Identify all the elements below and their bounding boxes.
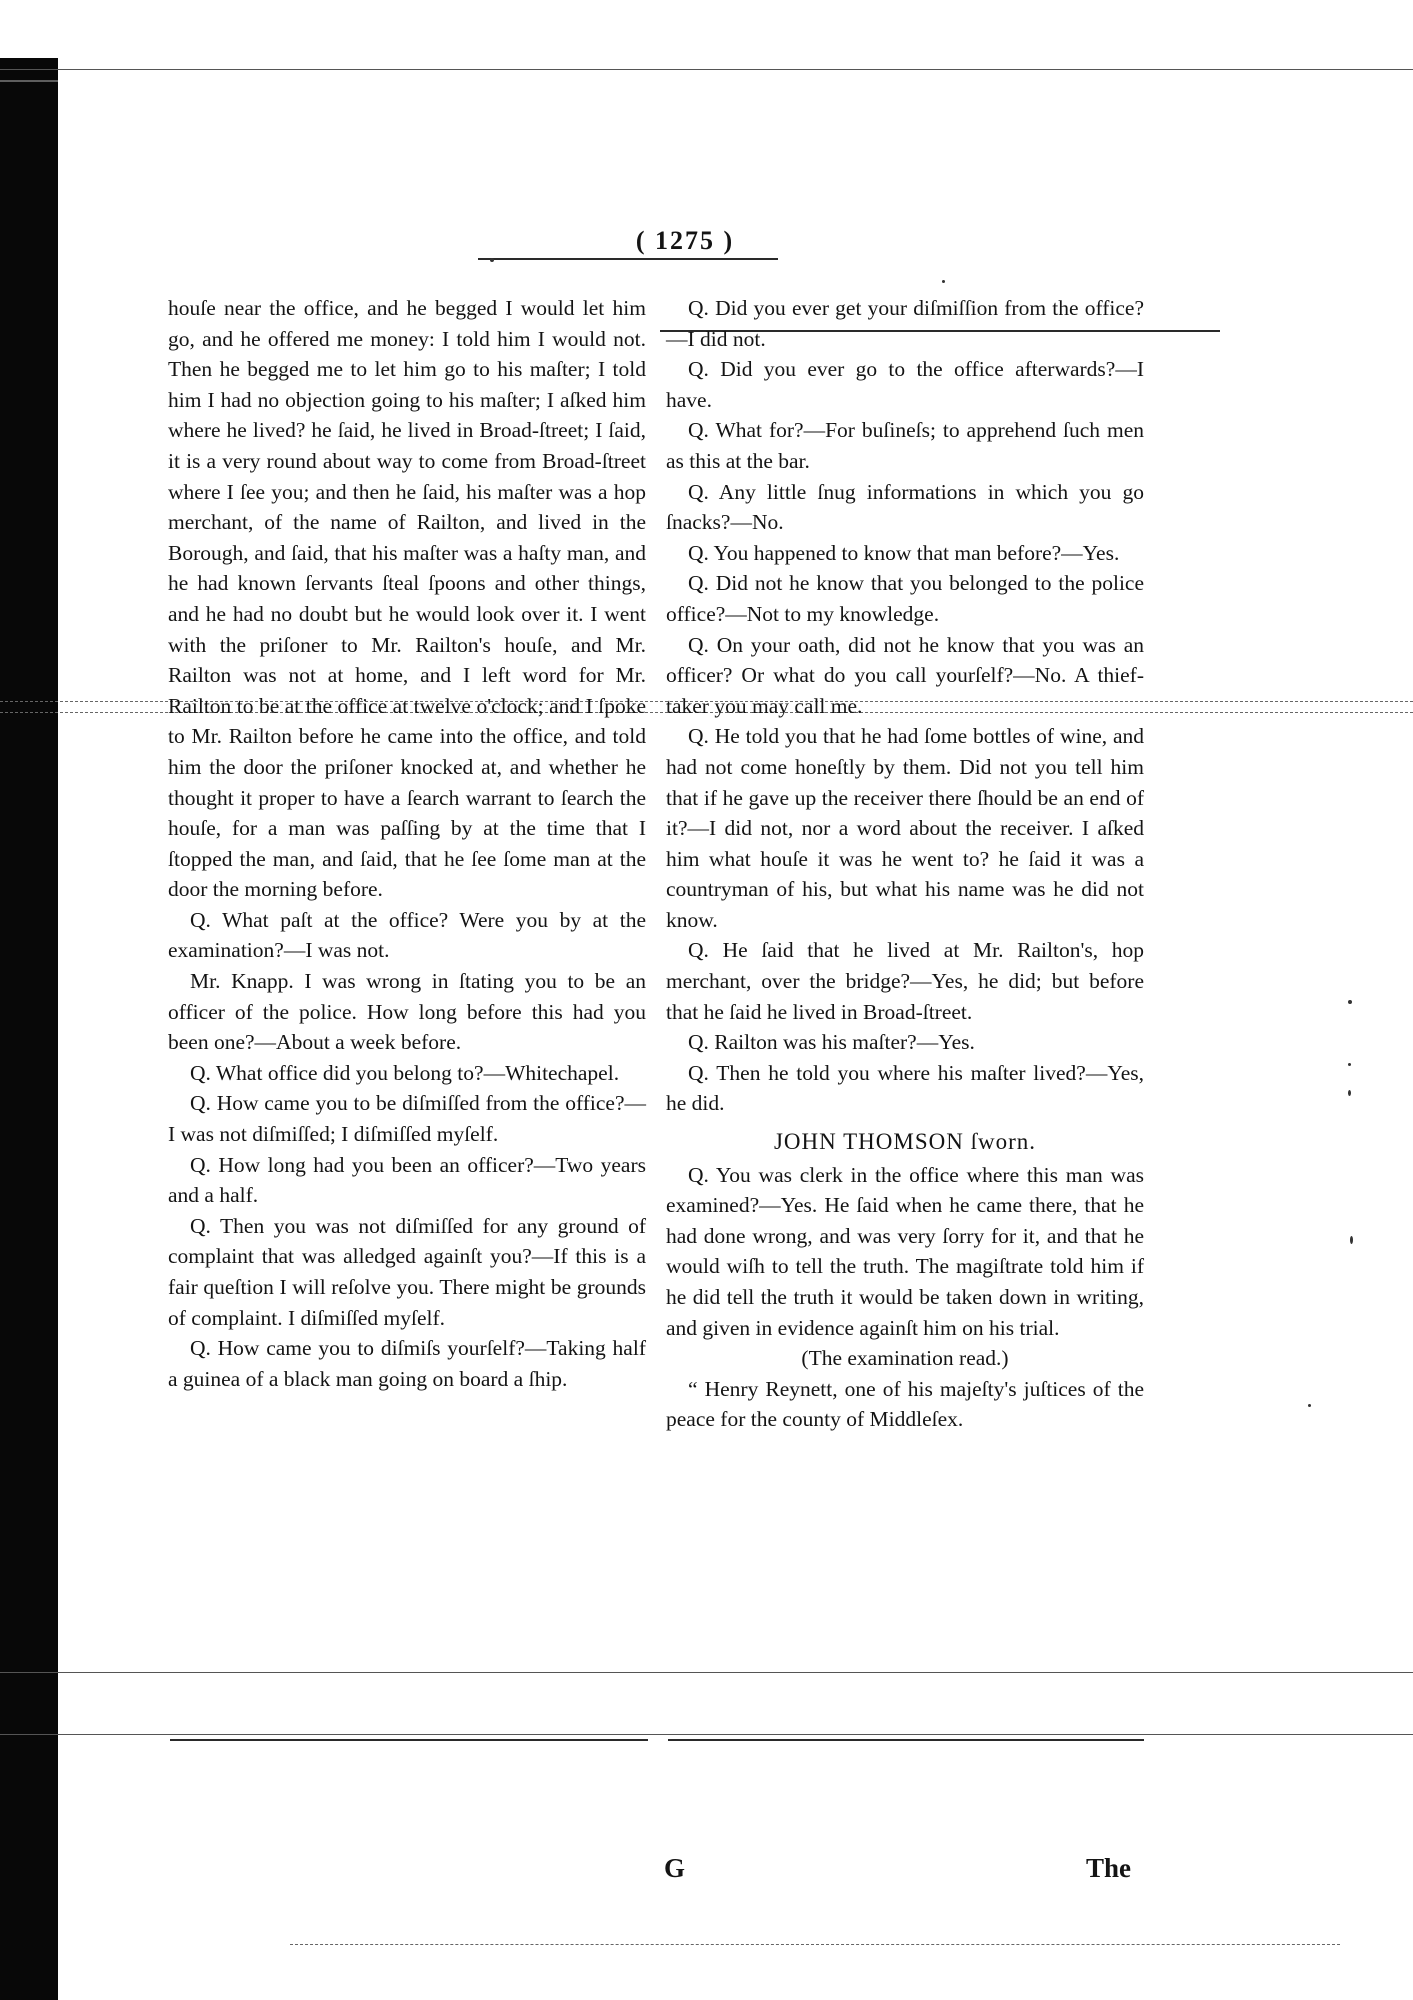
scan-line-5 bbox=[0, 1734, 1413, 1735]
stage-note: (The examination read.) bbox=[801, 1346, 1009, 1371]
left-column bbox=[168, 293, 646, 1394]
ink-speck bbox=[942, 280, 945, 283]
right-paragraph-3: Q. What for?—For buſineſs; to apprehend ſuch men as this at the bar. bbox=[666, 418, 1144, 473]
left-paragraph-4: Q. What office did you belong to?—Whitechapel. bbox=[190, 1060, 620, 1085]
scan-edge-streak bbox=[0, 80, 58, 82]
left-paragraph-2: Q. What paſt at the office? Were you by at the examination?—I was not. bbox=[168, 907, 646, 963]
left-paragraph-8: Q. How came you to diſmiſs yourſelf?—Taking half a guinea of a black man going on board a ſhip. bbox=[168, 1336, 646, 1391]
scan-line-4 bbox=[0, 1672, 1413, 1673]
scan-line-6 bbox=[170, 1739, 648, 1741]
footer-scan-line bbox=[290, 1944, 1340, 1945]
right-paragraph-2: Q. Did you ever go to the office afterwards?—I have. bbox=[666, 357, 1144, 412]
ink-speck bbox=[1308, 1404, 1311, 1407]
right-paragraph-11: Q. Then he told you where his maſter lived?—Yes, he did. bbox=[666, 1060, 1144, 1116]
left-paragraph-7: Q. Then you was not diſmiſſed for any ground of complaint that was alledged againſt you?—If this is a fair queſtion I will reſolve you. There might be grounds of complaint. I diſmiſſed myſelf. bbox=[168, 1213, 646, 1330]
left-paragraph-1: houſe near the office, and he begged I would let him go, and he offered me money: I told him I would not. Then he begged me to let him go to his maſter; I told him I had no objection going to his maſter; I aſked him where he lived? he ſaid, he lived in Broad-ſtreet; I ſaid, it is a very round about way to come from Broad-ſtreet where I ſee you; and then he ſaid, his maſter was a hop merchant, of the name of Railton, and lived in the Borough, and ſaid, that his maſter was a haſty man, and he had known ſervants ſteal ſpoons and other things, and he had no doubt but he would look over it. I went with the priſoner to Mr. Railton's houſe, and Mr. Railton was not at home, and I left word for Mr. Railton to be at the office at twelve o'clock; and I ſpoke to Mr. Railton before he came into the office, and told him the door the priſoner knocked at, and whether he thought it proper to have a ſearch warrant to ſearch the houſe, for a man was paſſing by at the time that I ſtopped the man, and ſaid, that he ſee ſome man at the door the morning before. bbox=[168, 296, 646, 902]
header-rule bbox=[478, 258, 778, 260]
right-paragraph-4: Q. Any little ſnug informations in which you go ſnacks?—No. bbox=[666, 479, 1144, 535]
scan-edge bbox=[0, 58, 58, 2000]
right-paragraph-8: Q. He told you that he had ſome bottles of wine, and had not come honeſtly by them. Did not you tell him that if he gave up the receiver there ſhould be an end of it?—I did not, nor a word about the receiver. I aſked him what houſe it was he went to? he ſaid it was a countryman of his, but what his name was he did not know. bbox=[666, 724, 1144, 932]
left-paragraph-6: Q. How long had you been an officer?—Two years and a half. bbox=[168, 1152, 646, 1208]
witness-heading: JOHN THOMSON ſworn. bbox=[773, 1129, 1036, 1155]
ink-speck bbox=[1350, 1236, 1353, 1244]
right-paragraph-5: Q. You happened to know that man before?—Yes. bbox=[688, 540, 1120, 565]
top-scan-line bbox=[0, 69, 1413, 70]
right-paragraph-12: Q. You was clerk in the office where this man was examined?—Yes. He ſaid when he came there, that he had done wrong, and was very ſorry for it, and that he would wiſh to tell the truth. The magiſtrate told him if he did tell the truth it would be taken down in writing, and given in evidence againſt him on his trial. bbox=[666, 1162, 1144, 1340]
ink-speck bbox=[1348, 1000, 1352, 1004]
ink-speck bbox=[490, 258, 494, 262]
catchword: The bbox=[1086, 1853, 1132, 1883]
left-paragraph-5: Q. How came you to be diſmiſſed from the office?—I was not diſmiſſed; I diſmiſſed myſelf. bbox=[168, 1091, 646, 1147]
right-paragraph-6: Q. Did not he know that you belonged to the police office?—Not to my knowledge. bbox=[666, 571, 1144, 626]
left-paragraph-3: Mr. Knapp. I was wrong in ſtating you to be an officer of the police. How long before this had you been one?—About a week before. bbox=[168, 969, 646, 1055]
right-paragraph-7: Q. On your oath, did not he know that you was an officer? Or what do you call yourſelf?—No. A thief-taker you may call me. bbox=[666, 632, 1144, 718]
page-number: ( 1275 ) bbox=[635, 226, 735, 255]
right-column bbox=[666, 293, 1144, 1435]
right-paragraph-10: Q. Railton was his maſter?—Yes. bbox=[688, 1030, 975, 1055]
right-paragraph-1: Q. Did you ever get your diſmiſſion from the office?—I did not. bbox=[666, 296, 1144, 351]
right-paragraph-9: Q. He ſaid that he lived at Mr. Railton's, hop merchant, over the bridge?—Yes, he did; but before that he ſaid he lived in Broad-ſtreet. bbox=[666, 938, 1144, 1024]
ink-speck bbox=[1348, 1090, 1351, 1096]
quote-paragraph: “ Henry Reynett, one of his majeſty's juſtices of the peace for the county of Middleſex. bbox=[666, 1376, 1144, 1432]
ink-speck bbox=[1348, 1063, 1351, 1066]
signature-mark: G bbox=[664, 1853, 686, 1883]
scan-line-7 bbox=[668, 1739, 1144, 1741]
